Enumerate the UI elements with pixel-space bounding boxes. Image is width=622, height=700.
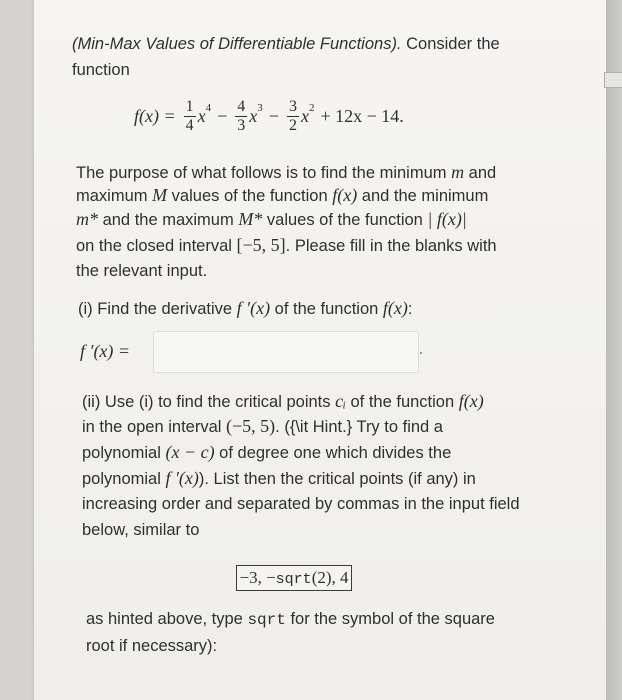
term1-exp: 4 [205, 102, 212, 114]
var-m: m [451, 162, 465, 182]
side-tab [604, 72, 622, 88]
purpose-line-3: m* and the maximum M* values of the function | f(x)| [76, 209, 467, 229]
derivative-symbol: f ′(x) [236, 298, 271, 318]
func-f: f(x) [332, 185, 358, 205]
part2-line-4: polynomial f ′(x)). List then the critical points (if any) in [82, 468, 476, 488]
fraction-3-2: $\frac{3}{2}$ [288, 97, 297, 134]
intro-line-1 [72, 32, 500, 56]
sqrt-keyword: sqrt [247, 611, 286, 629]
footer-line-1: as hinted above, type sqrt for the symbol of the square [86, 610, 495, 629]
derivative-label: f ′(x) = [80, 341, 131, 361]
purpose-line-5: the relevant input. [76, 262, 208, 280]
fraction-1-4: $\frac{1}{4}$ [185, 97, 194, 134]
part2-line-5: increasing order and separated by commas in the input field [82, 495, 520, 513]
page-edge [606, 0, 622, 700]
footer-line-2: root if necessary): [86, 637, 218, 655]
input-resize-dot [420, 352, 422, 354]
purpose-line-4: on the closed interval [−5, 5]. Please fill in the blanks with [76, 235, 497, 255]
formula-tail: + 12x − 14. [320, 105, 404, 126]
var-M-star: M* [238, 209, 263, 229]
intro-line-2: function [72, 61, 130, 79]
term3-var: x [300, 105, 309, 126]
part2-line-3: polynomial (x − c) of degree one which divides the [82, 442, 452, 462]
term2-var: x [249, 105, 258, 126]
var-m-star: m* [76, 209, 98, 229]
var-M: M [152, 185, 168, 205]
purpose-line-1: The purpose of what follows is to find the minimum m and [76, 162, 497, 182]
purpose-line-2: maximum M values of the function f(x) and the minimum [76, 185, 489, 205]
term1-var: x [197, 105, 206, 126]
part2-line-6: below, similar to [82, 521, 200, 539]
linear-factor: (x − c) [165, 442, 215, 462]
minus-sign: − [217, 105, 228, 126]
function-formula [134, 92, 404, 140]
formula-lhs: f(x) = [134, 105, 176, 126]
closed-interval: [−5, 5] [236, 235, 286, 255]
critical-point-symbol: cᵢ [335, 391, 346, 411]
func-abs-f: | f(x)| [427, 209, 467, 229]
fraction-4-3: $\frac{4}{3}$ [237, 97, 246, 134]
example-answer-box: −3, −sqrt(2), 4 [236, 565, 352, 591]
intro-title: (Min-Max Values of Differentiable Functions). [72, 35, 402, 53]
open-interval: (−5, 5) [226, 416, 276, 436]
part2-line-2: in the open interval (−5, 5). ({\it Hint.} Try to find a [82, 416, 443, 436]
sqrt-code: sqrt [275, 571, 312, 588]
minus-sign: − [268, 105, 279, 126]
part2-line-1: (ii) Use (i) to find the critical points cᵢ of the function f(x) [82, 391, 484, 411]
derivative-input[interactable] [153, 331, 419, 373]
intro-title-rest: Consider the [401, 35, 500, 53]
term3-exp: 2 [308, 102, 315, 114]
part1-question: (i) Find the derivative f ′(x) of the function f(x): [78, 298, 413, 318]
term2-exp: 3 [257, 102, 263, 114]
